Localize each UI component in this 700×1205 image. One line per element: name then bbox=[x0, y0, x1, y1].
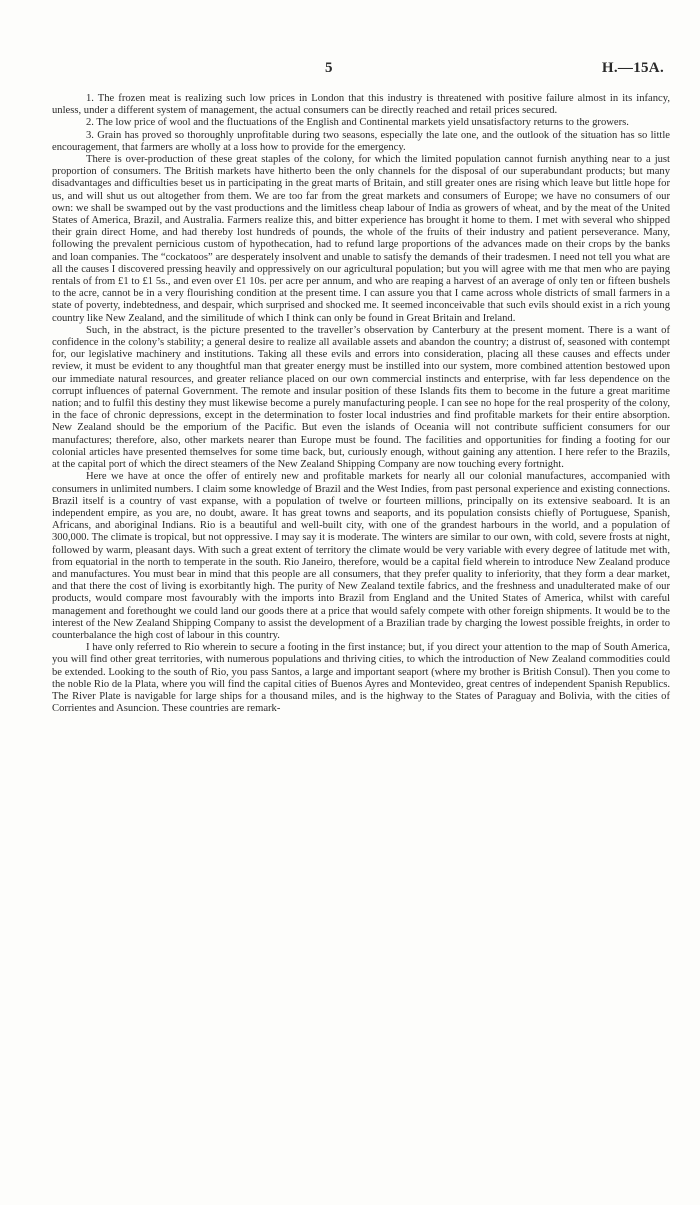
paragraph-brazil-markets: Here we have at once the offer of entirely new and profitable markets for nearly all our colonial manufactures, accompanied with consumers in unlimited numbers. I claim some knowledge of Brazil and the West Indies, from past personal experience and existing connections. Brazil itself is a country of vast expanse, with a population of twelve or fourteen millions, principally on its extensive seaboard. It is an independent empire, as you are, no doubt, aware. It has great towns and seaports, and its population consists chiefly of Portuguese, Spanish, Africans, and aboriginal Indians. Rio is a beautiful and well-built city, with one of the grandest harbours in the world, and a population of 300,000. The climate is tropical, but not oppressive. I may say it is moderate. The winters are similar to our own, with cold, severe frosts at night, followed by warm, pleasant days. With such a great extent of territory the climate would be very variable with every degree of latitude met with, from equatorial in the north to temperate in the south. Rio Janeiro, therefore, would be a capital field wherein to introduce New Zealand produce and manufactures. You must bear in mind that this people are all consumers, that they prefer quality to inferiority, that they form a dear market, and that there the cost of living is exorbitantly high. The purity of New Zealand textile fabrics, and the freshness and unadulterated make of our products, would compare most favourably with the imports into Brazil from England and the United States of America, whilst with careful management and forethought we could land our goods there at a price that would safely compete with other foreign shipments. It would be to the interest of the New Zealand Shipping Company to assist the development of a Brazilian trade by charging the lowest possible freights, in order to counterbalance the high cost of labour in this country. bbox=[52, 471, 670, 641]
paragraph-grain: 3. Grain has proved so thoroughly unprofitable during two seasons, especially the late one, and the outlook of the situation has so little encouragement, that farmers are wholly at a loss how to provide for the emergency. bbox=[52, 129, 670, 153]
paragraph-south-america: I have only referred to Rio wherein to secure a footing in the first instance; but, if you direct your attention to the map of South America, you will find other great territories, with numerous populations and thriving cities, to which the introduction of New Zealand commodities could be extended. Looking to the south of Rio, you pass Santos, a large and important seaport (where my brother is British Consul). Then you come to the noble Rio de la Plata, where you will find the capital cities of Buenos Ayres and Montevideo, great centres of independent Spanish Republics. The River Plate is navigable for large ships for a thousand miles, and is the highway to the States of Paraguay and Bolivia, with the cities of Corrientes and Asuncion. These countries are remark- bbox=[52, 642, 670, 715]
body-text bbox=[52, 93, 670, 715]
paragraph-frozen-meat: 1. The frozen meat is realizing such low prices in London that this industry is threatened with positive failure almost in its infancy, unless, under a different system of management, the actual consumers can be directly reached and retail prices secured. bbox=[52, 93, 670, 117]
paragraph-over-production: There is over-production of these great staples of the colony, for which the limited population cannot furnish anything near to a just proportion of consumers. The British markets have hitherto been the only channels for the disposal of our superabundant products; but many disadvantages and difficulties beset us in participating in the great marts of Britain, and still greater ones are rising which leave but little hope for us, and will shut us out altogether from them. We are too far from the great markets and consumers of Europe; we have no consumers of our own: we shall be swamped out by the vast productions and the limitless cheap labour of India as growers of wheat, and by the meat of the United States of America, Brazil, and Australia. Farmers realize this, and bitter experience has brought it home to them. I met with several who shipped their grain direct Home, and had thereby lost hundreds of pounds, the whole of the fruits of their industry and patient perseverance. Many, following the prevalent pernicious custom of hypothecation, had to refund large proportions of the advances made on their crops by the banks and loan companies. The “cockatoos” are desperately insolvent and unable to satisfy the demands of their tradesmen. I need not tell you what are all the causes I discovered pressing heavily and oppressively on our agricultural population; but you will agree with me that men who are paying rentals of from £1 to £1 5s., and even over £1 10s. per acre per annum, and who are reaping a harvest of an average of only ten or fifteen bushels to the acre, cannot be in a very flourishing condition at the present time. I can assure you that I came across whole districts of small farmers in a state of poverty, indebtedness, and despair, which surprised and shocked me. It seemed inconceivable that such evils should exist in a rich young country like New Zealand, and the similitude of which I think can only be found in Great Britain and Ireland. bbox=[52, 154, 670, 324]
paragraph-wool: 2. The low price of wool and the fluctuations of the English and Continental markets yield unsatisfactory returns to the growers. bbox=[86, 117, 629, 129]
document-reference: H.—15A. bbox=[601, 60, 664, 76]
paragraph-canterbury: Such, in the abstract, is the picture presented to the traveller’s observation by Canterbury at the present moment. There is a want of confidence in the colony’s stability; a general desire to realize all available assets and abandon the country; a distrust of, seasoned with contempt for, our legislative machinery and institutions. Taking all these evils and errors into consideration, placing all these causes and effects under review, it must be evident to any thoughtful man that greater energy must be instilled into our system, more combined attention bestowed upon our immediate natural resources, and greater reliance placed on our own commercial instincts and enterprise, with far less dependence on the corrupt influences of paternal Government. The remote and insular position of these Islands fits them to become in the future a great maritime nation; and to fulfil this destiny they must likewise become a purely manufacturing people. I can see no hope for the real prosperity of the colony, in the face of chronic depressions, except in the determination to foster local industries and find profitable markets for their entire absorption. New Zealand should be the emporium of the Pacific. But even the islands of Oceania will not contribute sufficient consumers for our manufactures; therefore, also, other markets nearer than Europe must be found. The facilities and opportunities for finding a footing for our colonial articles have presented themselves for some time back, but, curiously enough, without gaining any attention. I here refer to the Brazils, at the capital port of which the direct steamers of the New Zealand Shipping Company are now touching every fortnight. bbox=[52, 324, 670, 471]
page-number: 5 bbox=[325, 60, 333, 76]
